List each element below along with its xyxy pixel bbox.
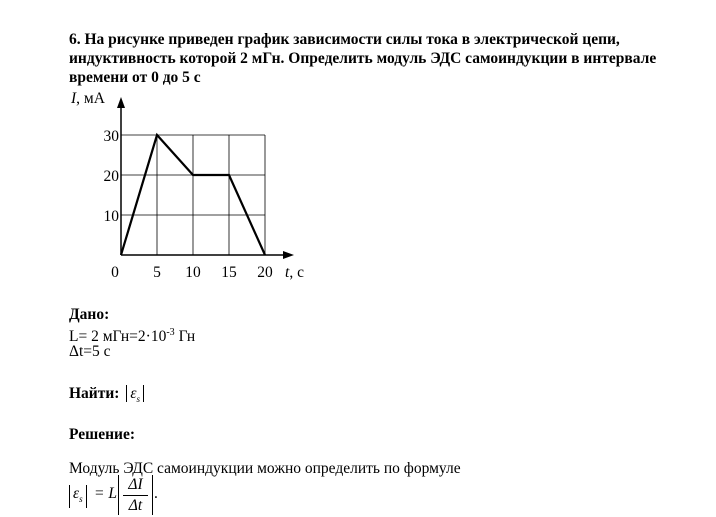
formula-epsilon: ε xyxy=(73,485,80,502)
x-tick-label: 20 xyxy=(257,264,273,281)
y-tick-label: 20 xyxy=(103,168,119,185)
x-tick-labels xyxy=(111,264,304,281)
formula-epsilon-sub: s xyxy=(79,494,83,505)
formula-equals-l: = L xyxy=(94,485,117,502)
solution-text: Модуль ЭДС самоиндукции можно определить по формуле xyxy=(69,460,461,477)
formula-period: . xyxy=(154,485,158,502)
formula-abs-epsilon xyxy=(69,485,87,508)
find-epsilon-sub: s xyxy=(136,394,140,405)
find-row xyxy=(69,385,144,408)
given-heading: Дано: xyxy=(69,306,110,323)
formula-fraction-bar xyxy=(123,495,148,496)
x-tick-label: 15 xyxy=(221,264,237,281)
chart-grid xyxy=(121,135,294,259)
y-axis-label-var: I xyxy=(71,90,77,107)
given-inductance-exponent: -3 xyxy=(166,327,175,338)
find-abs-value xyxy=(126,385,144,405)
y-axis-arrow-icon xyxy=(117,97,125,108)
given-inductance-unit: Гн xyxy=(174,328,196,346)
x-tick-label: 10 xyxy=(185,264,201,281)
find-epsilon: ε xyxy=(130,385,137,402)
formula-abs-fraction xyxy=(118,475,153,515)
problem-line-3: времени от 0 до 5 с xyxy=(69,69,201,86)
problem-line-1: 6. На рисунке приведен график зависимости силы тока в электрической цепи, xyxy=(69,31,620,48)
y-axis-label-unit: , мА xyxy=(76,90,105,107)
y-tick-label: 10 xyxy=(103,208,119,225)
x-tick-label: 0 xyxy=(111,264,119,281)
x-axis-label: t, с xyxy=(285,264,304,281)
y-tick-label: 30 xyxy=(103,128,119,145)
x-axis-arrow-icon xyxy=(283,251,294,259)
x-tick-label: 5 xyxy=(153,264,161,281)
problem-line-2: индуктивность которой 2 мГн. Определить модуль ЭДС самоиндукции в интервале xyxy=(69,50,657,67)
find-heading: Найти: xyxy=(69,385,120,402)
y-axis-label xyxy=(70,90,106,107)
formula-denominator: Δt xyxy=(128,497,143,514)
solution-heading: Решение: xyxy=(69,426,136,443)
y-tick-labels xyxy=(104,128,120,225)
given-time-interval: Δt=5 с xyxy=(69,343,111,360)
formula-numerator: ΔI xyxy=(128,476,143,493)
given-inductance-text: L= 2 мГн=2·10 xyxy=(69,328,167,346)
